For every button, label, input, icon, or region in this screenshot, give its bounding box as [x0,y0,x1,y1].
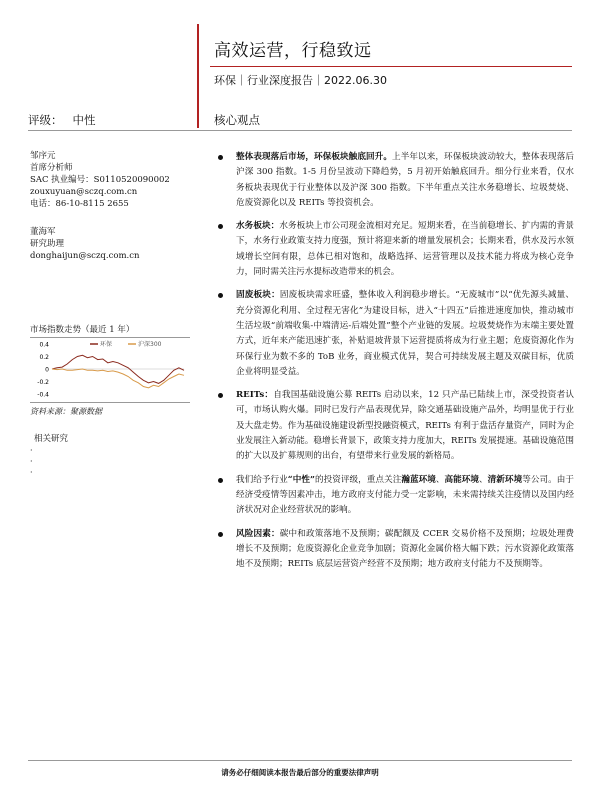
key-point-heading: 水务板块： [236,221,280,232]
y-tick-label: -0.2 [37,379,49,386]
chart-source: 资料来源：聚源数据 [30,407,102,416]
report-title: 高效运营，行稳致远 [214,41,372,61]
related-item[interactable]: · [30,457,33,466]
report-subtitle: 环保｜行业深度报告｜2022.06.30 [214,74,387,87]
key-point-heading: 风险因素： [236,528,280,539]
header-accent-bar [197,24,199,128]
analyst-title: 首席分析师 [30,163,73,173]
market-index-chart [30,338,190,400]
analyst-cert: SAC 执业编号：S0110520090002 [30,175,170,185]
series-line [52,355,184,383]
bullet-icon [218,478,223,483]
analyst-email[interactable]: zouxuyuan@sczq.com.cn [30,187,138,197]
y-tick-label: 0.4 [39,341,49,349]
key-point-heading: REITs： [236,390,274,401]
bullet-icon [218,393,223,398]
y-tick-label: 0.2 [39,354,49,361]
chart-title: 市场指数走势（最近 1 年） [30,325,135,335]
legend-label: 环保 [100,341,113,348]
analyst-title: 研究助理 [30,239,65,249]
key-point [218,219,574,280]
bullet-icon [218,155,223,160]
header-divider [28,130,572,131]
key-point-text: 自我国基础设施公募 REITs 启动以来，12 只产品已陆续上市，深受投资者认可，市场认购火爆。同时已发行产品表现优异，除交通基础设施产品外，均明显优于行业及大盘走势。作为基础设施建设新型投融资模式，REITs 有利于盘活存量资产，同时为企业发展注入新动能。稳增长背景下，政策支持力度加大，REITs 发展提速。基础设施范围的扩大以及扩募规则的出台，有望带来行业发展的新格局。 [236,390,575,462]
series-line [52,369,184,388]
legal-disclaimer[interactable]: 请务必仔细阅读本报告最后部分的重要法律声明 [221,768,379,777]
rating-value: 中性 [72,113,96,127]
legend-label: 沪深300 [138,341,162,348]
analyst-email[interactable]: donghaijun@sczq.com.cn [30,251,140,261]
bullet-icon [218,224,223,229]
related-item[interactable]: · [30,468,33,477]
key-points [218,150,574,580]
key-point [218,473,574,519]
key-point-heading: 整体表现落后市场，环保板块触底回升。 [236,152,393,162]
y-tick-label: 0 [45,366,49,374]
chart-bottom-rule [30,402,190,403]
key-point [218,388,574,464]
rating [28,112,96,128]
analyst-phone: 电话：86-10-8115 2655 [30,199,129,209]
title-underline [210,66,572,67]
analyst-name: 邹序元 [30,151,56,161]
key-point [218,288,574,380]
analyst-1 [30,150,170,210]
section-title: 核心观点 [214,113,260,127]
key-point-text: 碳中和政策落地不及预期；碳配额及 CCER 交易价格不及预期；垃圾处理费增长不及预期；危废资源化企业竞争加剧；资源化金属价格大幅下跌；污水资源化政策落地不及预期；REITs 底层运营资产经营不及预期；地方政府支付能力不及预期等。 [236,528,574,570]
key-point [218,150,574,211]
key-point-heading: 固废板块： [236,290,280,301]
related-research-list [30,445,33,478]
footer-rule [28,760,572,761]
bullet-icon [218,293,223,298]
related-item[interactable]: · [30,446,33,455]
key-point-text: 水务板块上市公司现金流相对充足。短期来看，在当前稳增长、扩内需的背景下，水务行业政策支持力度强，预计将迎来新的增量发展机会；长期来看，供水及污水领域增长空间有限，总体已相对饱和，战略选择、运营管理以及技术能力将成为核心竞争力，同时需关注污水提标改造带来的机会。 [236,221,574,278]
analyst-name: 董海军 [30,227,56,237]
key-point [218,527,574,573]
analyst-2 [30,226,139,262]
key-point-text: 上半年以来，环保板块波动较大，整体表现落后沪深 300 指数。1-5 月份呈波动下降趋势，5 月初开始触底回升。细分行业来看，仅水务板块表现优于行业整体以及沪深 300 指数。下半年重点关注水务稳增长、垃圾焚烧、危废资源化以及 REITs 等投资机会。 [236,152,574,208]
key-point-text: 固废板块需求旺盛，整体收入利润稳步增长。“无废城市”以“优先源头减量、充分资源化利用、全过程无害化”为建设目标，进入“十四五”后推进速度加快，推动城市生活垃圾“前端收集-中端清运-后端处置”整个产业链的发展。垃圾焚烧作为末端主要处置方式，近年来产能迅速扩张，补贴退坡背景下运营提质将成为行业主题；危废资源化作为环保行业为数不多的 ToB 业务，商业模式优异，契合可持续发展主题及双碳目标，优质企业将明显受益。 [236,290,574,377]
bullet-icon [218,532,223,537]
related-research-title: 相关研究 [34,434,69,444]
y-tick-label: -0.4 [37,391,49,399]
key-point-text: 我们给予行业“中性”的投资评级，重点关注瀚蓝环境、高能环境、清新环境等公司。由于经济受疫情等因素冲击，地方政府支付能力受一定影响，未来需持续关注疫情以及国内经济状况对企业经营状况的影响。 [236,474,574,516]
rating-label: 评级： [28,113,63,127]
